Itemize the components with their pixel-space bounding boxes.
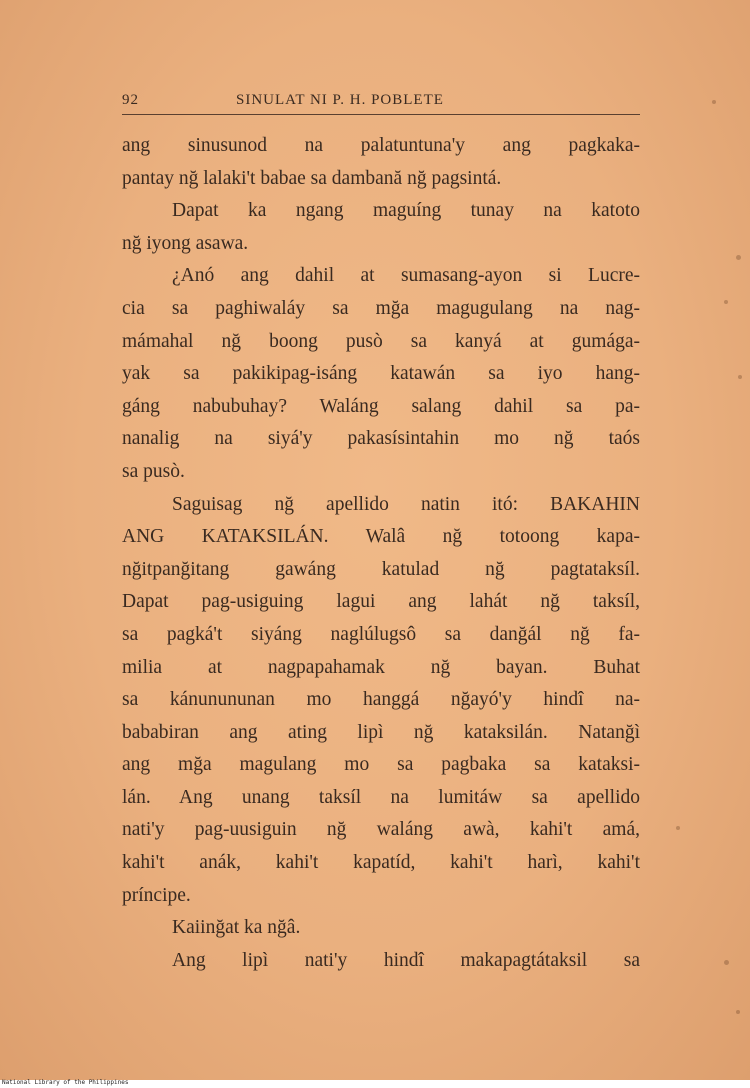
text-line: ANG KATAKSILÁN. Walâ nğ totoong kapa- [122, 526, 640, 548]
foxing-spot [738, 375, 742, 379]
text-line: mámahal nğ boong pusò sa kanyá at gumága- [122, 330, 640, 352]
text-line: Kaiinğat ka nğâ. [172, 917, 301, 939]
footer-credit-bar [0, 1080, 750, 1088]
text-line: nanalig na siyá'y pakasísintahin mo nğ taós [122, 428, 640, 450]
foxing-spot [724, 960, 729, 965]
text-line: sa kánunununan mo hanggá nğayó'y hindî na- [122, 689, 640, 711]
text-line: yak sa pakikipag-isáng katawán sa iyo hang- [122, 363, 640, 385]
text-line: Ang lipì nati'y hindî makapagtátaksil sa [172, 949, 640, 971]
text-line: ang mğa magulang mo sa pagbaka sa kataksi- [122, 754, 640, 776]
body-text [122, 130, 640, 977]
text-line: gáng nabubuhay? Waláng salang dahil sa pa- [122, 395, 640, 417]
text-line: sa pagká't siyáng naglúlugsô sa danğál nğ fa- [122, 623, 640, 645]
text-line: Dapat pag-usiguing lagui ang lahát nğ taksíl, [122, 591, 640, 613]
text-line: pantay nğ lalaki't babae sa dambană nğ pagsintá. [122, 167, 502, 189]
text-line: nğ iyong asawa. [122, 232, 249, 254]
running-head [122, 92, 640, 115]
foxing-spot [736, 255, 741, 260]
foxing-spot [676, 826, 680, 830]
footer-credit: National Library of the Philippines [2, 1079, 129, 1086]
running-head-title: SINULAT NI P. H. POBLETE [236, 92, 444, 108]
text-line: bababiran ang ating lipì nğ kataksilán. Natanğì [122, 721, 640, 743]
text-line: Saguisag nğ apellido natin itó: BAKAHIN [172, 493, 640, 515]
page-number: 92 [122, 92, 139, 108]
text-line: milia at nagpapahamak nğ bayan. Buhat [122, 656, 640, 678]
text-line: nğitpanğitang gawáng katulad nğ pagtataksíl. [122, 558, 640, 580]
text-line: sa pusò. [122, 460, 185, 482]
foxing-spot [724, 300, 728, 304]
foxing-spot [712, 100, 716, 104]
text-line: lán. Ang unang taksíl na lumitáw sa apellido [122, 786, 640, 808]
text-line: príncipe. [122, 884, 191, 906]
foxing-spot [736, 1010, 740, 1014]
text-line: nati'y pag-uusiguin nğ waláng awà, kahi't amá, [122, 819, 640, 841]
text-line: ang sinusunod na palatuntuna'y ang pagkaka- [122, 135, 640, 156]
text-line: kahi't anák, kahi't kapatíd, kahi't harì, kahi't [122, 852, 640, 874]
text-line: cia sa paghiwaláy sa mğa magugulang na nag- [122, 297, 640, 319]
text-line: ¿Anó ang dahil at sumasang-ayon si Lucre- [172, 265, 640, 287]
text-line: Dapat ka ngang maguíng tunay na katoto [172, 200, 640, 222]
